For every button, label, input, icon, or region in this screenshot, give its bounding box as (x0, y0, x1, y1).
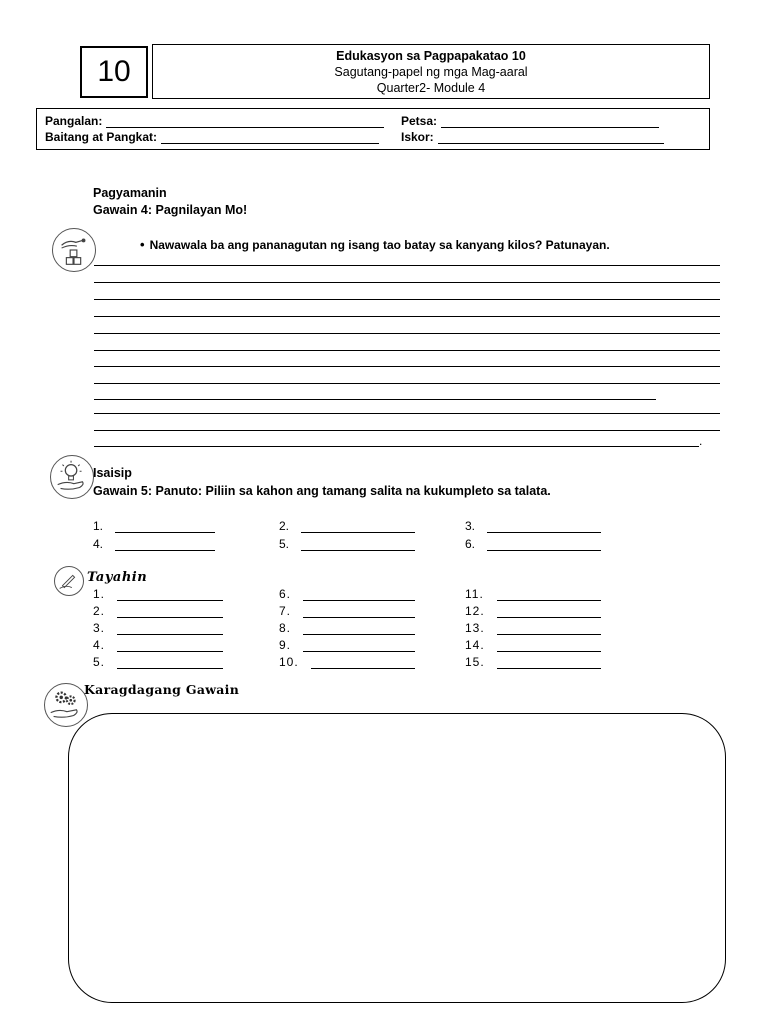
tayahin-item (93, 655, 223, 669)
section-label: Baitang at Pangkat: (45, 130, 158, 144)
pagyamanin-title: Pagyamanin (93, 186, 167, 200)
gawain5-title: Gawain 5: Panuto: Piliin sa kahon ang tamang salita na kukumpleto sa talata. (93, 484, 551, 498)
isaisip-item (465, 537, 601, 551)
tayahin-item (93, 621, 223, 635)
answer-blank[interactable] (117, 607, 223, 618)
date-row (401, 114, 659, 128)
answer-blank[interactable] (115, 540, 215, 551)
tayahin-item (279, 655, 415, 669)
answer-end-period: . (699, 434, 703, 448)
answer-blank[interactable] (301, 522, 415, 533)
answer-blank[interactable] (117, 590, 223, 601)
answer-blank[interactable] (303, 590, 415, 601)
hand-writing-icon (54, 566, 84, 596)
gears-in-hand-icon (44, 683, 88, 727)
score-label: Iskor: (401, 130, 434, 144)
answer-blank[interactable] (497, 658, 601, 669)
item-number: 9. (279, 638, 292, 652)
tayahin-item (93, 638, 223, 652)
item-number: 13. (465, 621, 485, 635)
name-label: Pangalan: (45, 114, 103, 128)
item-number: 4. (93, 537, 104, 551)
answer-blank[interactable] (303, 607, 415, 618)
tayahin-item (93, 587, 223, 601)
subtitle: Sagutang-papel ng mga Mag-aaral (334, 64, 528, 79)
tayahin-item (465, 587, 601, 601)
answer-line[interactable] (94, 333, 720, 334)
tayahin-item (279, 604, 415, 618)
item-number: 2. (93, 604, 106, 618)
tayahin-item (93, 604, 223, 618)
answer-blank[interactable] (117, 658, 223, 669)
answer-line[interactable] (94, 350, 720, 351)
answer-blank[interactable] (487, 522, 601, 533)
reflection-question (140, 237, 610, 252)
answer-blank[interactable] (303, 641, 415, 652)
name-field[interactable] (106, 116, 384, 128)
item-number: 15. (465, 655, 485, 669)
section-row (45, 130, 379, 144)
answer-blank[interactable] (301, 540, 415, 551)
answer-line[interactable] (94, 366, 720, 367)
name-row (45, 114, 384, 128)
date-field[interactable] (441, 116, 659, 128)
karagdagang-answer-box[interactable] (68, 713, 726, 1003)
title-box (152, 44, 710, 99)
answer-line[interactable] (94, 265, 720, 266)
isaisip-item (93, 537, 215, 551)
lightbulb-in-hand-icon (50, 455, 94, 499)
tayahin-title: Tayahin (87, 570, 148, 585)
answer-blank[interactable] (303, 624, 415, 635)
tayahin-item (465, 604, 601, 618)
tayahin-item (279, 638, 415, 652)
answer-line[interactable] (94, 413, 720, 414)
score-row (401, 130, 664, 144)
answer-blank[interactable] (497, 641, 601, 652)
subject-title: Edukasyon sa Pagpapakatao 10 (336, 48, 526, 63)
item-number: 6. (465, 537, 476, 551)
item-number: 14. (465, 638, 485, 652)
answer-blank[interactable] (497, 624, 601, 635)
answer-line[interactable] (94, 446, 699, 447)
question-text: Nawawala ba ang pananagutan ng isang tao batay sa kanyang kilos? Patunayan. (149, 238, 610, 252)
bullet-icon: • (140, 237, 145, 252)
item-number: 5. (93, 655, 106, 669)
answer-line[interactable] (94, 430, 720, 431)
answer-line[interactable] (94, 299, 720, 300)
item-number: 10. (279, 655, 299, 669)
answer-blank[interactable] (487, 540, 601, 551)
tayahin-item (279, 621, 415, 635)
answer-blank[interactable] (497, 590, 601, 601)
answer-line[interactable] (94, 316, 720, 317)
item-number: 5. (279, 537, 290, 551)
answer-line[interactable] (94, 282, 720, 283)
item-number: 2. (279, 519, 290, 533)
item-number: 12. (465, 604, 485, 618)
answer-blank[interactable] (117, 624, 223, 635)
score-field[interactable] (438, 132, 664, 144)
answer-blank[interactable] (117, 641, 223, 652)
item-number: 3. (465, 519, 476, 533)
section-field[interactable] (161, 132, 379, 144)
grade-number: 10 (80, 46, 148, 98)
gawain4-title: Gawain 4: Pagnilayan Mo! (93, 203, 248, 217)
answer-blank[interactable] (115, 522, 215, 533)
tayahin-item (279, 587, 415, 601)
item-number: 8. (279, 621, 292, 635)
module-label: Quarter2- Module 4 (376, 80, 486, 95)
date-label: Petsa: (401, 114, 438, 128)
isaisip-title: Isaisip (93, 466, 132, 480)
tayahin-item (465, 655, 601, 669)
answer-blank[interactable] (311, 658, 415, 669)
karagdagang-title: Karagdagang Gawain (84, 682, 240, 697)
answer-line[interactable] (94, 383, 720, 384)
answer-line[interactable] (94, 399, 656, 400)
tayahin-item (465, 638, 601, 652)
item-number: 6. (279, 587, 292, 601)
item-number: 11. (465, 587, 484, 601)
answer-blank[interactable] (497, 607, 601, 618)
item-number: 4. (93, 638, 106, 652)
isaisip-item (93, 519, 215, 533)
item-number: 7. (279, 604, 292, 618)
isaisip-item (465, 519, 601, 533)
tayahin-item (465, 621, 601, 635)
item-number: 1. (93, 587, 106, 601)
isaisip-item (279, 519, 415, 533)
isaisip-item (279, 537, 415, 551)
item-number: 3. (93, 621, 106, 635)
student-info-box (36, 108, 710, 150)
hand-with-blocks-icon (52, 228, 96, 272)
item-number: 1. (93, 519, 104, 533)
